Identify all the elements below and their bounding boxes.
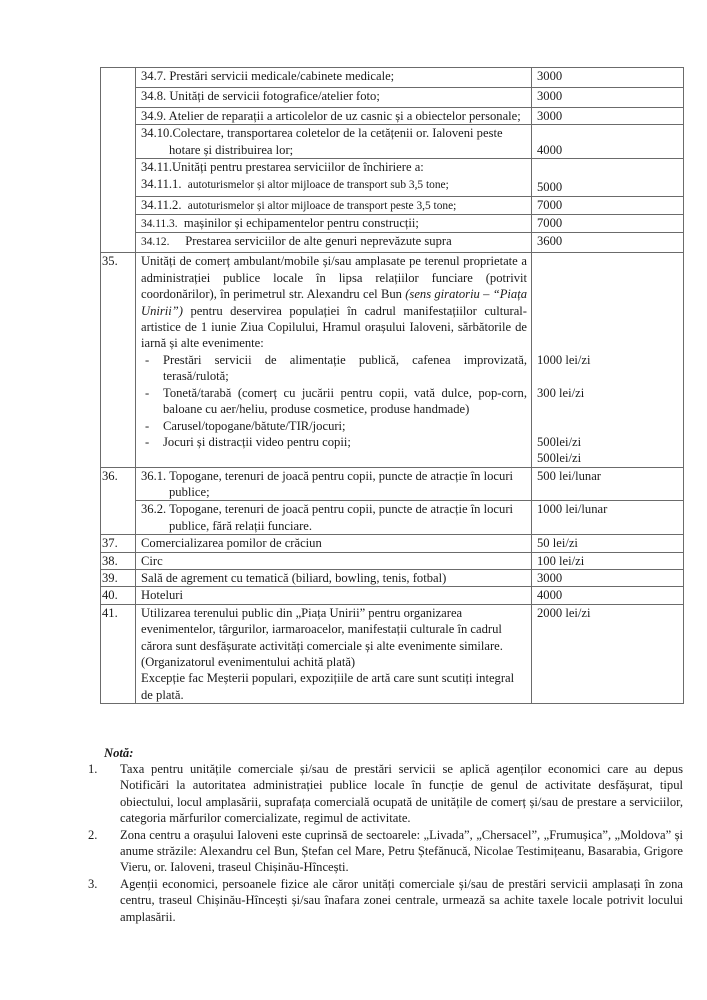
row-description (136, 253, 532, 467)
row-value: 1000 lei/lunar (532, 501, 684, 535)
table-row (101, 215, 684, 233)
list-item-text: Jocuri și distracții video pentru copii; (163, 434, 351, 449)
tax-table (100, 67, 684, 704)
spacer (537, 368, 679, 384)
row-description (136, 501, 532, 535)
row-value: 3000 (532, 570, 684, 587)
row-description (136, 604, 532, 703)
item-value: 500lei/zi (537, 434, 582, 449)
list-item (141, 434, 527, 450)
row-description: Sală de agrement cu tematică (biliard, bowling, tenis, fotbal) (136, 570, 532, 587)
note-number: 2. (88, 827, 98, 842)
row-description (136, 233, 532, 253)
row-description (136, 108, 532, 125)
row-number: 38. (101, 552, 136, 569)
table-row (101, 233, 684, 253)
dash-bullet: - (145, 385, 150, 400)
row-value: 50 lei/zi (532, 535, 684, 552)
sub-item-number: 34.11.3. (141, 218, 178, 231)
row-description: Circ (136, 552, 532, 569)
row-number: 37. (101, 535, 136, 552)
sub-item-number: 34.12. (141, 236, 170, 249)
row-value: 3600 (532, 233, 684, 253)
sub-item-number: 34.11.2. (141, 197, 182, 212)
row-description (136, 467, 532, 501)
list-item (141, 385, 527, 418)
row-description: Comercializarea pomilor de crăciun (136, 535, 532, 552)
list-item (141, 418, 527, 434)
spacer (537, 401, 679, 417)
row-value: 7000 (532, 196, 684, 214)
note-item (88, 827, 683, 876)
description-text: 34.7. Prestări servicii medicale/cabinete medicale; (141, 69, 395, 83)
description-text (141, 253, 527, 351)
row-value (532, 253, 684, 467)
note-number: 1. (88, 762, 98, 776)
item-value: 1000 lei/zi (537, 352, 591, 367)
row-number: 41. (101, 604, 136, 703)
table-row (101, 253, 684, 467)
table-row (101, 68, 684, 88)
description-part: Unități de comerț ambulant/mobile și/sau amplasate pe terenul proprietate a administrației publice locale în lipsa relațiilor funciare (potrivit coordonărilor), în perimetrul str. Alexandru cel Bun (141, 254, 527, 302)
sub-item-text: Prestarea serviciilor de alte genuri neprevăzute supra (185, 234, 452, 249)
description-text: 36.2. Topogane, terenuri de joacă pentru copii, puncte de atracție în locuri publice, fără relații funciare. (141, 502, 514, 533)
row-number: 35. (101, 253, 136, 467)
description-text: 34.11.Unități pentru prestarea serviciilor de închiriere a: (141, 160, 424, 175)
row-value: 4000 (532, 587, 684, 604)
description-text: 36.1. Topogane, terenuri de joacă pentru copii, puncte de atracție în locuri publice; (141, 468, 514, 499)
description-text: Utilizarea terenului public din „Piața Unirii” pentru organizarea evenimentelor, târgurilor, iarmaroacelor, manifestații culturale în cadrul cărora sunt desfășurate activități comerciale și alte evenimente similare. (141, 605, 503, 653)
row-value: 5000 (532, 159, 684, 196)
list-item-text: Prestări servicii de alimentație publică, cafenea improvizată, terasă/rulotă; (163, 352, 527, 384)
notes-title: Notă: (104, 746, 134, 760)
row-number: 36. (101, 467, 136, 535)
row-number: 39. (101, 570, 136, 587)
row-value: 3000 (532, 88, 684, 108)
notes-section (88, 745, 683, 925)
dash-bullet: - (145, 418, 150, 433)
item-value: 300 lei/zi (537, 385, 585, 400)
row-value: 100 lei/zi (532, 552, 684, 569)
row-description (136, 159, 532, 196)
table-row (101, 467, 684, 501)
list-item-text: Carusel/topogane/bătute/TIR/jocuri; (163, 418, 346, 433)
item-value: 500lei/zi (537, 451, 582, 466)
row-value: 3000 (532, 68, 684, 88)
row-number-cell (101, 68, 136, 253)
description-italic: (sens giratoriu – “Piața Unirii”) (141, 287, 527, 318)
table-row (101, 196, 684, 214)
row-description (136, 215, 532, 233)
table-row (101, 108, 684, 125)
row-number: 40. (101, 587, 136, 604)
table-row (101, 604, 684, 703)
sub-item-text: mașinilor și echipamentelor pentru construcții; (183, 216, 419, 231)
description-text: 34.8. Unități de servicii fotografice/atelier foto; (141, 89, 380, 103)
description-text: 34.10.Colectare, transportarea coletelor de la cetățenii or. Ialoveni peste hotare și distribuirea lor; (141, 126, 503, 157)
table-row (101, 587, 684, 604)
table-row (101, 159, 684, 196)
spacer (537, 417, 679, 433)
note-item (88, 761, 683, 827)
note-text: Agenții economici, persoanele fizice ale căror unități comerciale și/sau de prestări servicii amplasați în zona centru, traseul Chișinău-Hîncești și/sau înafara zonei centrale, urmează sa achite taxele locale potrivit locului amplasării. (120, 876, 683, 924)
row-value: 500 lei/lunar (532, 467, 684, 501)
description-part: pentru deservirea populației în cadrul manifestațiilor cultural-artistice de 1 iunie Ziua Copilului, Hramul orașului Ialoveni, sărbătorile de iarnă și alte evenimente: (141, 303, 527, 351)
row-value: 3000 (532, 108, 684, 125)
table-row (101, 501, 684, 535)
row-description (136, 196, 532, 214)
sub-item-number: 34.11.1. (141, 176, 182, 191)
sub-item (141, 176, 527, 196)
note-text: Taxa pentru unitățile comerciale și/sau de prestări servicii se aplică agenților economici care au depus Notificări la autoritatea administrației publice locale în funcție de genul de activitate desfășurat, tipul obiectului, locul amplasării, suprafața comercială ocupată de unitățile de comerț și/sau de prestare a serviciilor, categoria mărfurilor comercializate, regimul de activitate. (120, 762, 683, 826)
note-item (88, 876, 683, 925)
description-text: 34.9. Atelier de reparații a articolelor de uz casnic și a obiectelor personale; (141, 109, 521, 123)
spacer (537, 253, 679, 351)
list-item (141, 352, 527, 385)
table-row (101, 552, 684, 569)
sub-item-text: autoturismelor și altor mijloace de transport sub 3,5 tone; (187, 178, 449, 191)
row-value: 4000 (532, 125, 684, 159)
table-row (101, 88, 684, 108)
sub-item-text: autoturismelor și altor mijloace de transport peste 3,5 tone; (187, 199, 457, 212)
dash-bullet: - (145, 434, 150, 449)
note-number: 3. (88, 876, 98, 891)
dash-bullet: - (145, 352, 150, 367)
row-value: 7000 (532, 215, 684, 233)
list-item-text: Tonetă/tarabă (comerț cu jucării pentru copii, vată dulce, pop-corn, baloane cu aer/heliu, produse cosmetice, produse handmade) (163, 385, 527, 417)
table-row (101, 570, 684, 587)
note-text: Zona centru a orașului Ialoveni este cuprinsă de sectoarele: „Livada”, „Chersacel”, „Frumușica”, „Moldova” și anume străzile: Alexandru cel Bun, Ștefan cel Mare, Petru Ștefănucă, Nicolae Testimițeanu, Basarabia, Grigore Vieru, or. Ialoveni, traseul Chișinău-Hîncești. (120, 827, 683, 875)
row-description: Hoteluri (136, 587, 532, 604)
table-row (101, 535, 684, 552)
row-description (136, 125, 532, 159)
row-description (136, 88, 532, 108)
row-description (136, 68, 532, 88)
description-exception: Excepție fac Meșterii populari, expozițiile de artă care sunt scutiți integral de plată. (141, 671, 515, 702)
description-note: (Organizatorul evenimentului achită plată) (141, 655, 356, 670)
table-row (101, 125, 684, 159)
row-value: 2000 lei/zi (532, 604, 684, 703)
